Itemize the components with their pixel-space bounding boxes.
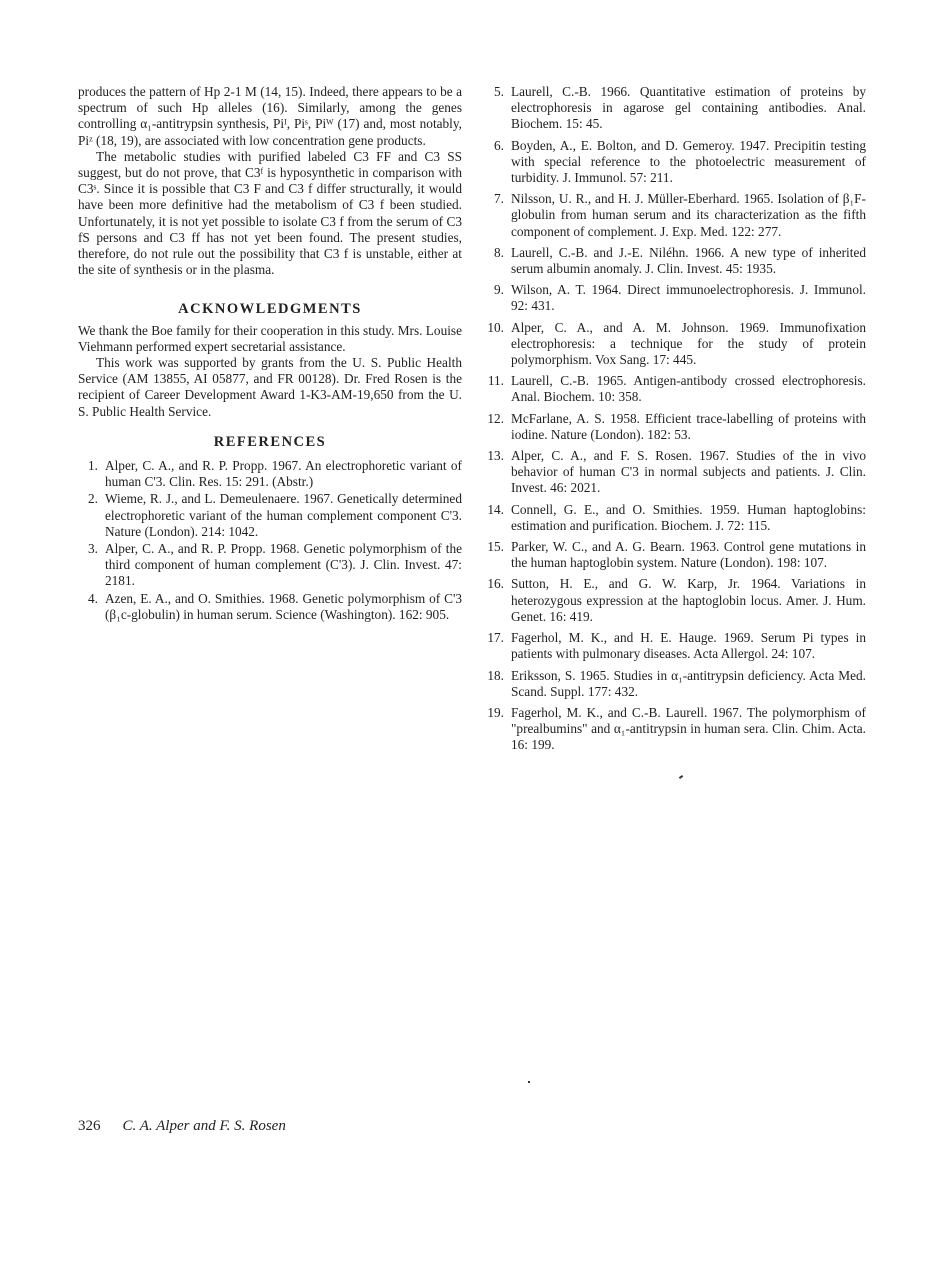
right-column <box>484 84 866 759</box>
reference-list-left <box>78 458 462 623</box>
reference-item <box>484 411 866 443</box>
reference-text: Parker, W. C., and A. G. Bearn. 1963. Control gene mutations in the human haptoglobin system. Nature (London). 198: 107. <box>511 539 866 571</box>
reference-number: 14. <box>487 501 504 517</box>
reference-number: 5. <box>494 84 504 99</box>
reference-text: Laurell, C.-B. and J.-E. Niléhn. 1966. A new type of inherited serum albumin anomaly. J. Clin. Invest. 45: 1935. <box>511 244 866 277</box>
reference-item <box>78 541 462 590</box>
acknowledgments-paragraph: We thank the Boe family for their cooperation in this study. Mrs. Louise Viehmann performed expert secretarial assistance. <box>78 322 462 354</box>
reference-text: Nilsson, U. R., and H. J. Müller-Eberhard. 1965. Isolation of β₁F-globulin from human serum and its characterization as the fifth component of complement. J. Exp. Med. 122: 277. <box>511 191 866 239</box>
reference-number: 16. <box>487 576 504 592</box>
reference-number: 8. <box>494 244 504 260</box>
reference-item <box>78 591 462 623</box>
reference-item <box>484 320 866 369</box>
left-column <box>78 84 462 624</box>
reference-number: 1. <box>88 458 98 474</box>
reference-number: 13. <box>487 448 504 464</box>
reference-number: 12. <box>487 410 504 426</box>
reference-text: Eriksson, S. 1965. Studies in α₁-antitrypsin deficiency. Acta Med. Scand. Suppl. 177: 432. <box>511 667 866 699</box>
reference-number: 19. <box>487 704 504 720</box>
reference-item <box>484 373 866 405</box>
reference-text: Alper, C. A., and F. S. Rosen. 1967. Studies of the in vivo behavior of human C'3 in normal subjects and patients. J. Clin. Invest. 46: 2021. <box>511 448 866 496</box>
reference-item <box>484 705 866 754</box>
reference-item <box>484 576 866 625</box>
reference-number: 11. <box>487 373 504 389</box>
reference-number: 18. <box>487 667 504 683</box>
reference-text: Laurell, C.-B. 1966. Quantitative estimation of proteins by electrophoresis in agarose gel containing antibodies. Anal. Biochem. 15: 45. <box>511 84 866 132</box>
reference-item <box>484 502 866 534</box>
page-footer <box>78 1118 286 1135</box>
reference-item <box>484 138 866 187</box>
reference-text: Alper, C. A., and R. P. Propp. 1967. An electrophoretic variant of human C'3. Clin. Res. 15: 291. (Abstr.) <box>105 458 462 490</box>
reference-text: Fagerhol, M. K., and C.-B. Laurell. 1967. The polymorphism of "prealbumins" and α₁-antitrypsin in human sera. Clin. Chim. Acta. 16: 199. <box>511 704 866 753</box>
reference-text: Wieme, R. J., and L. Demeulenaere. 1967. Genetically determined electrophoretic variant of the human complement component C'3. Nature (London). 214: 1042. <box>105 491 462 539</box>
footer-authors: C. A. Alper and F. S. Rosen <box>122 1118 286 1134</box>
reference-text: Sutton, H. E., and G. W. Karp, Jr. 1964. Variations in heterozygous expression at the haptoglobin locus. Amer. J. Hum. Genet. 16: 419. <box>511 576 866 624</box>
reference-number: 7. <box>494 191 504 207</box>
reference-number: 15. <box>487 539 504 555</box>
reference-number: 2. <box>88 491 98 507</box>
body-paragraph: produces the pattern of Hp 2-1 M (14, 15). Indeed, there appears to be a spectrum of such Hp alleles (16). Similarly, among the genes controlling α₁-antitrypsin synthesis, Piᴵ, Piˢ, Piᵂ (17) and, most notably, Piᶻ (18, 19), are associated with low concentration gene products. <box>78 84 462 148</box>
reference-text: Laurell, C.-B. 1965. Antigen-antibody crossed electrophoresis. Anal. Biochem. 10: 358. <box>511 373 866 405</box>
reference-item <box>484 448 866 497</box>
reference-item <box>484 668 866 700</box>
reference-text: Connell, G. E., and O. Smithies. 1959. Human haptoglobins: estimation and purification. Biochem. J. 72: 115. <box>511 501 866 533</box>
references-heading: REFERENCES <box>213 433 327 450</box>
scan-speck <box>528 1081 530 1083</box>
reference-text: Alper, C. A., and R. P. Propp. 1968. Genetic polymorphism of the third component of human complement (C'3). J. Clin. Invest. 47: 2181. <box>105 541 462 589</box>
reference-number: 17. <box>487 630 504 646</box>
reference-number: 10. <box>487 319 504 335</box>
reference-item <box>484 245 866 277</box>
reference-number: 4. <box>88 590 98 606</box>
reference-item <box>484 191 866 240</box>
reference-text: Fagerhol, M. K., and H. E. Hauge. 1969. Serum Pi types in patients with pulmonary diseases. Acta Allergol. 24: 107. <box>511 630 866 662</box>
acknowledgments-heading: ACKNOWLEDGMENTS <box>178 301 362 318</box>
reference-number: 6. <box>494 137 504 153</box>
body-paragraph: The metabolic studies with purified labeled C3 FF and C3 SS suggest, but do not prove, that C3ᶠ is hyposynthetic in comparison with C3ˢ. Since it is possible that C3 F and C3 f differ structurally, it would have been more definitive had the metabolism of C3 f been studied. Unfortunately, it is not yet possible to isolate C3 f from the serum of C3 fS persons and C3 ff has not yet been found. The present studies, therefore, do not rule out the possibility that C3 f is unstable, either at the site of synthesis or in the plasma. <box>78 148 462 278</box>
reference-item <box>484 282 866 314</box>
reference-item <box>484 539 866 571</box>
reference-number: 9. <box>494 282 504 298</box>
reference-item <box>78 458 462 490</box>
reference-list-right <box>484 84 866 754</box>
reference-item <box>484 630 866 662</box>
reference-number: 3. <box>88 541 98 557</box>
reference-text: Boyden, A., E. Bolton, and D. Gemeroy. 1947. Precipitin testing with special reference to the photoelectric measurement of turbidity. J. Immunol. 57: 211. <box>511 137 866 186</box>
reference-text: Wilson, A. T. 1964. Direct immunoelectrophoresis. J. Immunol. 92: 431. <box>511 282 866 314</box>
page-number: 326 <box>78 1118 101 1134</box>
acknowledgments-paragraph: This work was supported by grants from the U. S. Public Health Service (AM 13855, AI 05877, and FR 00128). Dr. Fred Rosen is the recipient of Career Development Award 1-K3-AM-19,650 from the U. S. Public Health Service. <box>78 355 462 419</box>
reference-text: Azen, E. A., and O. Smithies. 1968. Genetic polymorphism of C'3 (β₁c-globulin) in human serum. Science (Washington). 162: 905. <box>105 590 462 622</box>
reference-text: McFarlane, A. S. 1958. Efficient trace-labelling of proteins with iodine. Nature (London). 182: 53. <box>511 410 866 442</box>
scan-speck <box>679 775 683 779</box>
reference-text: Alper, C. A., and A. M. Johnson. 1969. Immunofixation electrophoresis: a technique for the study of protein polymorphism. Vox Sang. 17: 445. <box>511 319 866 368</box>
reference-item <box>484 84 866 133</box>
reference-item <box>78 491 462 540</box>
